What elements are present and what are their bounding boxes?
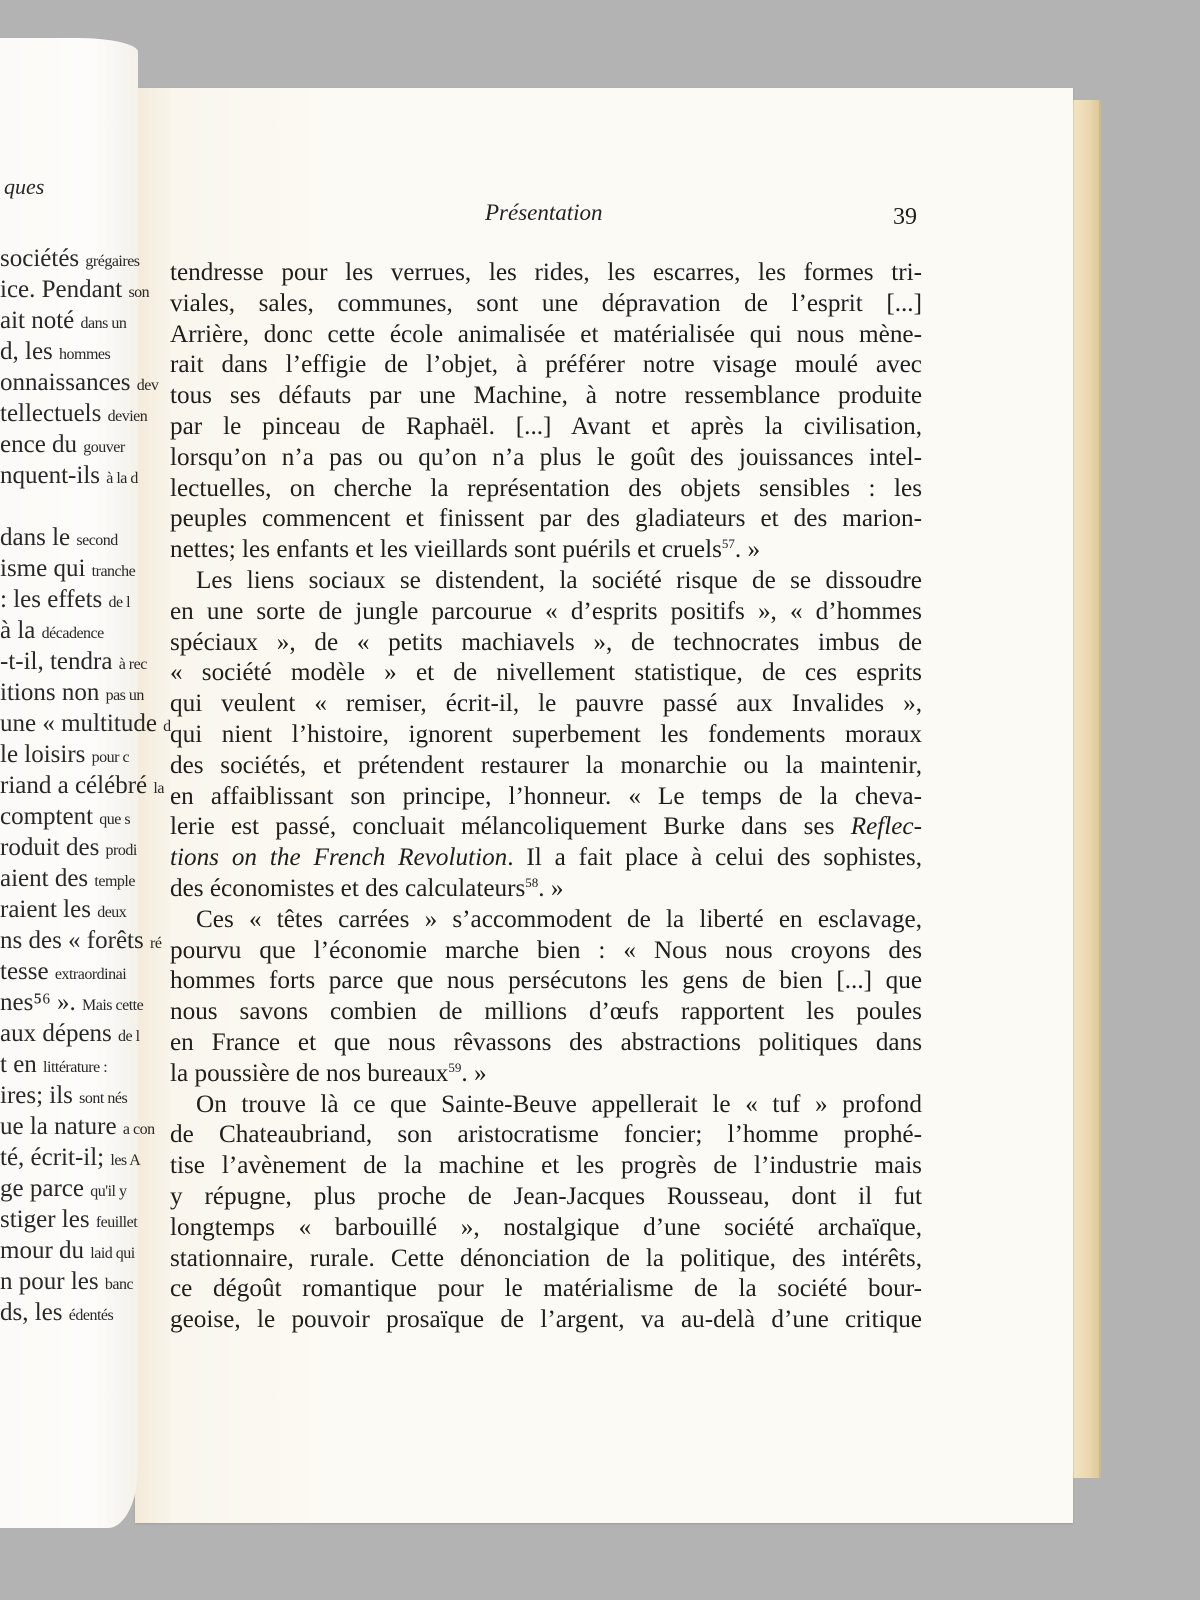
left-line-text-compressed: à la d	[106, 470, 138, 487]
footnote-ref-59[interactable]: 59	[448, 1059, 462, 1075]
left-line-text: : les effets	[0, 586, 109, 613]
left-line-text-compressed: a con	[122, 1121, 155, 1138]
left-line-text-compressed: ré	[149, 935, 162, 952]
left-line-text: stiger les	[0, 1206, 96, 1233]
left-line-text-compressed: de l	[118, 1028, 140, 1045]
body-text	[170, 258, 922, 1336]
left-line-text: té, écrit-il;	[0, 1144, 111, 1171]
left-line-text-compressed: gouver	[83, 439, 125, 456]
page-number: 39	[893, 204, 917, 230]
paragraph	[170, 1090, 922, 1336]
text-line: viales, sales, communes, sont une dépravation de l’esprit [...]	[170, 289, 922, 317]
left-page-line	[0, 1266, 136, 1297]
left-line-text-compressed: temple	[94, 873, 135, 890]
text-line: tise l’avènement de la machine et les progrès de l’industrie mais	[170, 1152, 922, 1180]
left-page-line	[0, 243, 140, 274]
left-line-text-compressed: sont nés	[79, 1090, 128, 1107]
left-line-text: isme qui	[0, 555, 92, 582]
text-line	[170, 874, 922, 905]
left-page-line	[0, 708, 171, 739]
left-line-text-compressed: qu'il y	[90, 1183, 127, 1200]
left-page-line	[0, 274, 150, 305]
left-page-lines	[0, 243, 171, 1328]
left-page-line	[0, 522, 136, 553]
text-line: y répugne, plus proche de Jean-Jacques Rousseau, dont il fut	[170, 1182, 922, 1210]
text-line: tendresse pour les verrues, les rides, les escarres, les formes tri-	[170, 259, 922, 286]
left-page-line	[0, 398, 148, 429]
left-line-text: ds, les	[0, 1299, 69, 1326]
paragraph	[170, 258, 922, 566]
text-line: pourvu que l’économie marche bien : « Nous nous croyons des	[170, 936, 922, 964]
text-line: des sociétés, et prétendent restaurer la monarchie ou la maintenir,	[170, 751, 922, 779]
left-line-text: ue la nature	[0, 1113, 123, 1140]
left-page-line	[0, 987, 144, 1018]
text-line: spéciaux », de « petits machiavels », de technocrates imbus de	[170, 628, 922, 656]
left-line-text-compressed: devien	[107, 408, 148, 425]
left-page-line	[0, 925, 162, 956]
text-line: lorsqu’on n’a pas ou qu’on n’a plus le goût des jouissances intel-	[170, 443, 922, 471]
left-page	[0, 38, 171, 1528]
left-line-text: ge parce	[0, 1175, 91, 1202]
left-page-line	[0, 460, 136, 491]
left-line-text-compressed: à rec	[118, 656, 147, 673]
left-line-text: aux dépens	[0, 1020, 119, 1047]
left-line-text-compressed: édentés	[68, 1307, 114, 1324]
left-page-line	[0, 429, 136, 460]
paragraph	[170, 905, 922, 1090]
text-line: par le pinceau de Raphaël. [...] Avant et après la civilisation,	[170, 412, 922, 440]
left-line-text: ait noté	[0, 307, 81, 334]
book-title-italic: tions on the French Revolution	[170, 844, 508, 872]
text-line: rait dans l’effigie de l’objet, à préférer notre visage moulé avec	[170, 351, 922, 379]
left-page-line	[0, 491, 136, 522]
left-line-text-compressed: d	[163, 718, 171, 735]
left-page-line	[0, 584, 136, 615]
left-line-text: à la	[0, 617, 42, 644]
left-page-line	[0, 1297, 136, 1328]
book-title-italic: Reflec-	[850, 813, 922, 841]
left-line-text-compressed: laid qui	[90, 1245, 135, 1262]
left-running-head: ques	[4, 174, 45, 199]
text-line: nous savons combien de millions d’œufs rapportent les poules	[170, 998, 922, 1026]
left-line-text: ence du	[0, 431, 84, 458]
text-line: « société modèle » et de nivellement statistique, de ces esprits	[170, 659, 922, 687]
left-line-text: itions non	[0, 679, 106, 706]
left-page-line	[0, 894, 136, 925]
left-line-text-compressed: pas un	[105, 687, 144, 704]
text-line: hommes forts parce que nous persécutons les gens de bien [...] que	[170, 967, 922, 995]
left-line-text-compressed: les A	[110, 1152, 141, 1169]
text-line: ce dégoût romantique pour le matérialisme de la société bour-	[170, 1275, 922, 1303]
left-line-text: n pour les	[0, 1268, 105, 1295]
left-line-text-compressed: décadence	[41, 625, 104, 642]
left-line-text: sociétés	[0, 245, 86, 272]
left-line-text: ice. Pendant	[0, 276, 129, 303]
left-line-text: tesse	[0, 958, 55, 985]
left-line-text: dans le	[0, 524, 77, 551]
left-line-text-compressed: extraordinai	[54, 966, 127, 983]
text-line: Les liens sociaux se distendent, la société risque de se dissoudre	[196, 566, 922, 594]
left-line-text: -t-il, tendra	[0, 648, 119, 675]
page-edges	[1073, 100, 1100, 1478]
left-page-line	[0, 801, 136, 832]
left-page-line	[0, 1049, 136, 1080]
text-line: longtemps « barbouillé », nostalgique d’une société archaïque,	[170, 1213, 922, 1241]
left-line-text: onnaissances	[0, 369, 137, 396]
text-fragment: . »	[538, 874, 564, 902]
left-page-line	[0, 1018, 140, 1049]
left-line-text: comptent	[0, 803, 100, 830]
left-line-text: tellectuels	[0, 400, 108, 427]
text-line: en une sorte de jungle parcourue « d’esprits positifs », « d’hommes	[170, 597, 922, 625]
text-fragment: lerie est passé, concluait mélancoliquement Burke dans ses	[170, 813, 851, 841]
left-page-line	[0, 646, 147, 677]
left-line-text-compressed: prodi	[105, 842, 137, 859]
text-line: en affaiblissant son principe, l’honneur. « Le temps de la cheva-	[170, 782, 922, 810]
left-line-text-compressed: feuillet	[95, 1214, 138, 1231]
left-line-text-compressed: deux	[97, 904, 127, 921]
left-page-line	[0, 739, 136, 770]
left-line-text: ns des « forêts	[0, 927, 150, 954]
text-fragment: la poussière de nos bureaux	[170, 1059, 449, 1087]
left-line-text-compressed: que s	[99, 811, 131, 828]
left-line-text-compressed: la	[153, 780, 164, 797]
left-page-line	[0, 1204, 136, 1235]
paragraph	[170, 566, 922, 905]
left-line-text: mour du	[0, 1237, 91, 1264]
left-page-line	[0, 677, 144, 708]
left-line-text: roduit des	[0, 834, 106, 861]
left-page-line	[0, 956, 136, 987]
left-page-line	[0, 1080, 136, 1111]
left-line-text-compressed: de l	[108, 594, 131, 611]
text-line: Arrière, donc cette école animalisée et matérialisée qui nous mène-	[170, 320, 922, 348]
left-page-line	[0, 305, 136, 336]
text-fragment: . »	[461, 1059, 487, 1087]
text-line	[170, 1059, 922, 1090]
text-fragment: des économistes et des calculateurs	[170, 874, 526, 902]
left-line-text-compressed: littérature :	[43, 1059, 108, 1076]
text-line	[170, 812, 922, 843]
left-line-text: aient des	[0, 865, 95, 892]
left-page-line	[0, 770, 164, 801]
text-line: geoise, le pouvoir prosaïque de l’argent, va au-delà d’une critique	[170, 1306, 922, 1334]
text-line: lectuelles, on cherche la représentation des objets sensibles : les	[170, 474, 922, 502]
left-line-text: une « multitude	[0, 710, 164, 737]
left-line-text: nquent-ils	[0, 462, 107, 489]
left-line-text-compressed: grégaires	[85, 253, 140, 270]
left-line-text-compressed: dans un	[80, 315, 127, 332]
left-page-line	[0, 1142, 141, 1173]
left-line-text: nes⁵⁶ ».	[0, 989, 83, 1016]
text-line: de Chateaubriand, son aristocratisme foncier; l’homme prophé-	[170, 1121, 922, 1149]
text-fragment: nettes; les enfants et les vieillards sont puérils et cruels	[170, 536, 722, 564]
left-page-line	[0, 553, 136, 584]
left-page-line	[0, 832, 136, 863]
left-line-text-compressed: second	[76, 532, 118, 549]
left-page-line	[0, 367, 159, 398]
text-line	[170, 535, 922, 566]
text-line	[170, 843, 922, 874]
left-page-line	[0, 615, 136, 646]
footnote-ref-58[interactable]: 58	[525, 874, 539, 890]
left-line-text: ires; ils	[0, 1082, 80, 1109]
text-line: tous ses défauts par une Machine, à notre ressemblance produite	[170, 382, 922, 410]
text-line: peuples commencent et finissent par des gladiateurs et des marion-	[170, 505, 922, 533]
text-line: On trouve là ce que Sainte-Beuve appellerait le « tuf » profond	[196, 1090, 922, 1118]
left-line-text: t en	[0, 1051, 44, 1078]
footnote-ref-57[interactable]: 57	[721, 536, 735, 552]
left-line-text: raient les	[0, 896, 98, 923]
text-line: Ces « têtes carrées » s’accommodent de la liberté en esclavage,	[196, 905, 922, 933]
left-line-text-compressed: Mais cette	[82, 997, 144, 1014]
text-line: qui nient l’histoire, ignorent superbement les fondements moraux	[170, 720, 922, 748]
text-fragment: . Il a fait place à celui des sophistes,	[507, 844, 922, 872]
left-page-line	[0, 1111, 155, 1142]
left-page-line	[0, 1235, 136, 1266]
left-line-text-compressed: son	[128, 284, 150, 301]
text-fragment: . »	[734, 536, 761, 564]
left-page-line	[0, 336, 136, 367]
left-page-line	[0, 1173, 136, 1204]
text-line: en France et que nous rêvassons des abstractions politiques dans	[170, 1028, 922, 1056]
running-head: Présentation	[485, 200, 603, 225]
left-line-text-compressed: banc	[104, 1276, 134, 1293]
left-line-text: le loisirs	[0, 741, 92, 768]
left-page-line	[0, 863, 136, 894]
left-line-text-compressed: tranche	[91, 563, 136, 580]
left-line-text: riand a célébré	[0, 772, 154, 799]
left-line-text-compressed: dev	[136, 377, 159, 394]
text-line: qui veulent « remiser, écrit-il, le pauvre passé aux Invalides »,	[170, 690, 922, 718]
left-line-text: d, les	[0, 338, 60, 365]
left-line-text-compressed: pour c	[91, 749, 130, 766]
text-line: stationnaire, rurale. Cette dénonciation de la politique, des intérêts,	[170, 1244, 922, 1272]
left-line-text-compressed: hommes	[59, 346, 111, 363]
